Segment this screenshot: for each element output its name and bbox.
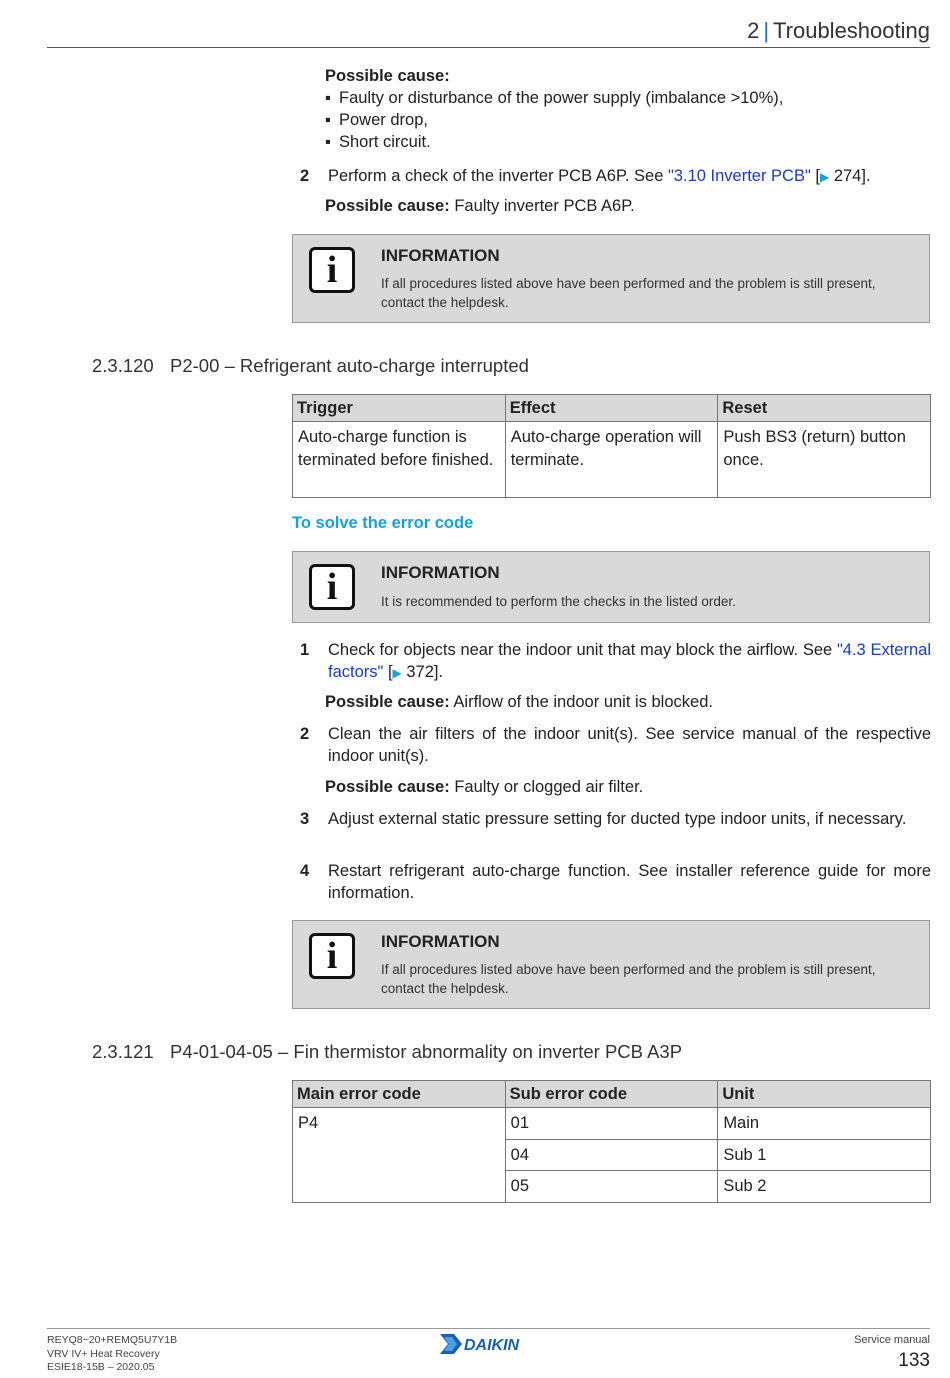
- information-box: [292, 551, 930, 623]
- column-header-trigger: Trigger: [293, 395, 506, 422]
- error-code-table: [292, 1080, 931, 1203]
- page-header: [747, 18, 930, 44]
- column-header-main-error-code: Main error code: [293, 1081, 506, 1108]
- reset-cell: Push BS3 (return) button once.: [718, 422, 931, 498]
- external-factors-link[interactable]: "4.3 External factors": [328, 641, 931, 681]
- column-header-effect: Effect: [505, 395, 718, 422]
- step-number: 1: [300, 641, 310, 659]
- unit-cell: Sub 1: [718, 1139, 931, 1171]
- info-icon: i: [309, 247, 355, 293]
- bullet-item: ▪ Power drop,: [325, 111, 428, 129]
- sub-error-code-cell: 05: [505, 1171, 718, 1203]
- column-header-reset: Reset: [718, 395, 931, 422]
- info-icon: i: [309, 933, 355, 979]
- solve-error-subheading: To solve the error code: [292, 514, 474, 532]
- section-title: P4-01-04-05 – Fin thermistor abnormality on inverter PCB A3P: [170, 1041, 683, 1062]
- section-number: 2.3.120: [92, 355, 154, 376]
- information-text: If all procedures listed above have been performed and the problem is still present, contact the helpdesk.: [381, 962, 876, 996]
- information-text: It is recommended to perform the checks in the listed order.: [381, 594, 736, 609]
- sub-error-code-cell: 04: [505, 1139, 718, 1171]
- trigger-cell: Auto-charge function is terminated before finished.: [293, 422, 506, 498]
- possible-cause-inverter: Possible cause: Faulty inverter PCB A6P.: [325, 197, 635, 215]
- page-arrow-icon: ▶: [392, 666, 402, 680]
- step-4-restart-auto-charge: 4 Restart refrigerant auto-charge function. See installer reference guide for more information.: [300, 862, 931, 902]
- bullet-item: ▪ Short circuit.: [325, 133, 431, 151]
- footer-product: VRV IV+ Heat Recovery: [47, 1347, 160, 1360]
- footer-model: REYQ8~20+REMQ5U7Y1B: [47, 1334, 178, 1346]
- section-title: P2-00 – Refrigerant auto-charge interrupted: [170, 355, 529, 376]
- page-number: 133: [898, 1350, 930, 1371]
- possible-cause-airflow: Possible cause: Airflow of the indoor unit is blocked.: [325, 693, 713, 711]
- possible-cause-label: Possible cause:: [325, 67, 450, 85]
- brand-name: DAIKIN: [464, 1337, 520, 1354]
- unit-cell: Main: [718, 1108, 931, 1140]
- step-2-check-inverter: 2 Perform a check of the inverter PCB A6P. See "3.10 Inverter PCB" [▶ 274].: [300, 165, 931, 188]
- header-rule: [47, 47, 930, 48]
- information-title: INFORMATION: [381, 246, 500, 265]
- footer-rule: [47, 1328, 930, 1329]
- sub-error-code-cell: 01: [505, 1108, 718, 1140]
- step-3-adjust-pressure: 3 Adjust external static pressure setting for ducted type indoor units, if necessary.: [300, 810, 907, 828]
- possible-cause-block: [325, 65, 783, 153]
- section-heading-2-3-120: [92, 355, 529, 377]
- footer-page-info: [854, 1334, 930, 1372]
- step-1-check-objects: 1 Check for objects near the indoor unit that may block the airflow. See "4.3 External factors" [▶ 372].: [300, 639, 931, 684]
- section-heading-2-3-121: [92, 1041, 682, 1063]
- section-number: 2.3.121: [92, 1041, 154, 1062]
- table-row: [293, 1108, 931, 1140]
- header-separator: |: [763, 18, 770, 43]
- column-header-sub-error-code: Sub error code: [505, 1081, 718, 1108]
- chapter-title: Troubleshooting: [773, 18, 930, 43]
- possible-cause-filter: Possible cause: Faulty or clogged air filter.: [325, 778, 644, 796]
- column-header-unit: Unit: [718, 1081, 931, 1108]
- information-title: INFORMATION: [381, 932, 500, 951]
- effect-cell: Auto-charge operation will terminate.: [505, 422, 718, 498]
- footer-manual-type: Service manual: [854, 1334, 930, 1346]
- daikin-logo: [440, 1333, 540, 1355]
- inverter-pcb-link[interactable]: "3.10 Inverter PCB": [667, 167, 811, 185]
- main-error-code-cell: P4: [293, 1108, 506, 1203]
- step-number: 3: [300, 810, 310, 828]
- information-title: INFORMATION: [381, 563, 500, 582]
- page-arrow-icon: ▶: [820, 170, 830, 184]
- step-number: 2: [300, 167, 310, 185]
- step-2-clean-filters: 2 Clean the air filters of the indoor unit(s). See service manual of the respective indoor unit(s).: [300, 725, 931, 765]
- table-row: [293, 422, 931, 498]
- information-box: [292, 234, 930, 323]
- chapter-number: 2: [747, 18, 760, 43]
- unit-cell: Sub 2: [718, 1171, 931, 1203]
- bullet-item: ▪ Faulty or disturbance of the power supply (imbalance >10%),: [325, 89, 784, 107]
- footer-document-info: [47, 1334, 177, 1375]
- step-number: 4: [300, 862, 310, 880]
- info-icon: i: [309, 564, 355, 610]
- step-number: 2: [300, 725, 310, 743]
- information-text: If all procedures listed above have been performed and the problem is still present, contact the helpdesk.: [381, 276, 876, 310]
- information-box: [292, 920, 930, 1009]
- footer-doc-code: ESIE18-15B – 2020.05: [47, 1361, 155, 1373]
- trigger-effect-reset-table: [292, 394, 931, 498]
